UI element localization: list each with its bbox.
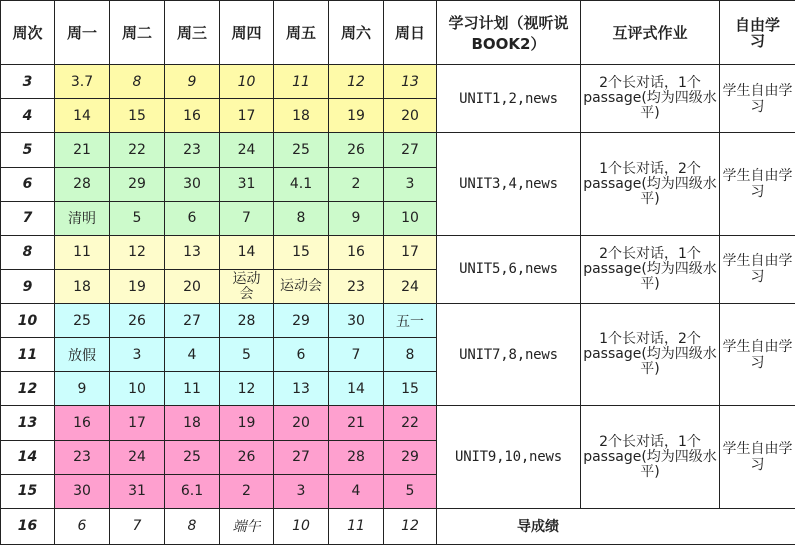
- day-cell: 16: [329, 235, 384, 269]
- day-cell: 6.1: [165, 474, 220, 508]
- week-number: 3: [1, 65, 55, 99]
- day-cell: 5: [220, 338, 274, 372]
- day-cell: 31: [220, 167, 274, 201]
- day-cell: 28: [220, 304, 274, 338]
- header-self: 自由学习: [720, 1, 795, 65]
- day-cell: 2: [220, 474, 274, 508]
- day-cell: 6: [274, 338, 329, 372]
- week-number: 16: [1, 508, 55, 544]
- day-cell: 23: [329, 269, 384, 303]
- week-number: 7: [1, 201, 55, 235]
- day-cell: 4.1: [274, 167, 329, 201]
- day-cell: 10: [220, 65, 274, 99]
- day-cell: 6: [55, 508, 110, 544]
- day-cell: 17: [110, 406, 165, 440]
- day-cell: 28: [55, 167, 110, 201]
- day-cell: 16: [55, 406, 110, 440]
- week-number: 10: [1, 304, 55, 338]
- day-cell: 12: [220, 372, 274, 406]
- day-cell: 31: [110, 474, 165, 508]
- day-cell: 17: [220, 99, 274, 133]
- day-cell: 26: [329, 133, 384, 167]
- day-cell: 19: [220, 406, 274, 440]
- day-cell: 12: [384, 508, 437, 544]
- self-study-cell: 学生自由学习: [720, 304, 795, 406]
- day-cell: 11: [165, 372, 220, 406]
- day-cell: 8: [384, 338, 437, 372]
- day-cell: 26: [220, 440, 274, 474]
- day-cell: 7: [220, 201, 274, 235]
- day-cell: 5: [110, 201, 165, 235]
- day-cell: 24: [220, 133, 274, 167]
- day-cell: 7: [110, 508, 165, 544]
- day-cell: 20: [384, 99, 437, 133]
- day-cell: 18: [274, 99, 329, 133]
- day-cell: 5: [384, 474, 437, 508]
- day-cell: 27: [274, 440, 329, 474]
- plan-cell: UNIT3,4,news: [437, 133, 581, 235]
- day-cell: 20: [165, 269, 220, 303]
- self-study-cell: 学生自由学习: [720, 235, 795, 303]
- table-row: [1, 304, 795, 338]
- day-cell: 24: [384, 269, 437, 303]
- day-cell: 22: [110, 133, 165, 167]
- table-row: [1, 65, 795, 99]
- day-cell: 2: [329, 167, 384, 201]
- table-row: [1, 406, 795, 440]
- day-cell: 11: [329, 508, 384, 544]
- day-cell: 6: [165, 201, 220, 235]
- day-cell: 4: [165, 338, 220, 372]
- day-cell: 16: [165, 99, 220, 133]
- day-cell: 13: [384, 65, 437, 99]
- day-cell: 端午: [220, 508, 274, 544]
- day-cell: 8: [110, 65, 165, 99]
- day-cell: 13: [274, 372, 329, 406]
- day-cell: 18: [165, 406, 220, 440]
- week-number: 11: [1, 338, 55, 372]
- table-row: [1, 508, 795, 544]
- day-cell: 17: [384, 235, 437, 269]
- self-study-cell: 学生自由学习: [720, 406, 795, 508]
- plan-cell: UNIT5,6,news: [437, 235, 581, 303]
- day-cell: 3.7: [55, 65, 110, 99]
- header-wed: 周三: [165, 1, 220, 65]
- day-cell: 20: [274, 406, 329, 440]
- day-cell: 26: [110, 304, 165, 338]
- day-cell: 7: [329, 338, 384, 372]
- day-cell: 27: [165, 304, 220, 338]
- day-cell: 24: [110, 440, 165, 474]
- header-sat: 周六: [329, 1, 384, 65]
- day-cell: 运动会: [220, 269, 274, 303]
- day-cell: 10: [110, 372, 165, 406]
- header-row: [1, 1, 795, 65]
- day-cell: 25: [55, 304, 110, 338]
- day-cell: 9: [165, 65, 220, 99]
- day-cell: 12: [329, 65, 384, 99]
- day-cell: 9: [55, 372, 110, 406]
- grade-export-cell: [437, 508, 795, 544]
- week-number: 13: [1, 406, 55, 440]
- day-cell: 14: [55, 99, 110, 133]
- day-cell: 3: [110, 338, 165, 372]
- day-cell: 11: [55, 235, 110, 269]
- day-cell: 19: [329, 99, 384, 133]
- day-cell: 19: [110, 269, 165, 303]
- week-number: 14: [1, 440, 55, 474]
- day-cell: 22: [384, 406, 437, 440]
- table-row: [1, 133, 795, 167]
- day-cell: 28: [329, 440, 384, 474]
- week-number: 5: [1, 133, 55, 167]
- week-number: 12: [1, 372, 55, 406]
- day-cell: 五一: [384, 304, 437, 338]
- day-cell: 14: [329, 372, 384, 406]
- day-cell: 25: [274, 133, 329, 167]
- table-row: [1, 235, 795, 269]
- header-tue: 周二: [110, 1, 165, 65]
- header-sun: 周日: [384, 1, 437, 65]
- day-cell: 11: [274, 65, 329, 99]
- day-cell: 10: [274, 508, 329, 544]
- day-cell: 运动会: [274, 269, 329, 303]
- day-cell: 3: [384, 167, 437, 201]
- grade-export-label: 导成绩: [517, 519, 559, 536]
- day-cell: 23: [55, 440, 110, 474]
- day-cell: 27: [384, 133, 437, 167]
- day-cell: 12: [110, 235, 165, 269]
- day-cell: 15: [110, 99, 165, 133]
- week-number: 15: [1, 474, 55, 508]
- day-cell: 18: [55, 269, 110, 303]
- peer-homework-cell: 2个长对话，1个passage(均为四级水平): [581, 235, 720, 303]
- header-thu: 周四: [220, 1, 274, 65]
- day-cell: 4: [329, 474, 384, 508]
- day-cell: 25: [165, 440, 220, 474]
- day-cell: 15: [384, 372, 437, 406]
- day-cell: 放假: [55, 338, 110, 372]
- day-cell: 30: [329, 304, 384, 338]
- self-study-cell: 学生自由学习: [720, 133, 795, 235]
- day-cell: 15: [274, 235, 329, 269]
- plan-cell: UNIT1,2,news: [437, 65, 581, 133]
- header-mon: 周一: [55, 1, 110, 65]
- header-week: 周次: [1, 1, 55, 65]
- peer-homework-cell: 1个长对话，2个passage(均为四级水平): [581, 133, 720, 235]
- peer-homework-cell: 2个长对话，1个passage(均为四级水平): [581, 65, 720, 133]
- day-cell: 3: [274, 474, 329, 508]
- day-cell: 29: [384, 440, 437, 474]
- plan-cell: UNIT7,8,news: [437, 304, 581, 406]
- day-cell: 21: [55, 133, 110, 167]
- day-cell: 23: [165, 133, 220, 167]
- day-cell: 21: [329, 406, 384, 440]
- peer-homework-cell: 2个长对话，1个passage(均为四级水平): [581, 406, 720, 508]
- day-cell: 9: [329, 201, 384, 235]
- header-plan: 学习计划（视听说BOOK2）: [437, 1, 581, 65]
- day-cell: 29: [274, 304, 329, 338]
- day-cell: 8: [274, 201, 329, 235]
- day-cell: 30: [165, 167, 220, 201]
- header-peer: 互评式作业: [581, 1, 720, 65]
- header-fri: 周五: [274, 1, 329, 65]
- week-number: 4: [1, 99, 55, 133]
- week-number: 9: [1, 269, 55, 303]
- day-cell: 8: [165, 508, 220, 544]
- week-number: 8: [1, 235, 55, 269]
- day-cell: 14: [220, 235, 274, 269]
- week-number: 6: [1, 167, 55, 201]
- day-cell: 30: [55, 474, 110, 508]
- peer-homework-cell: 1个长对话，2个passage(均为四级水平): [581, 304, 720, 406]
- self-study-cell: 学生自由学习: [720, 65, 795, 133]
- day-cell: 清明: [55, 201, 110, 235]
- plan-cell: UNIT9,10,news: [437, 406, 581, 508]
- day-cell: 29: [110, 167, 165, 201]
- day-cell: 10: [384, 201, 437, 235]
- day-cell: 13: [165, 235, 220, 269]
